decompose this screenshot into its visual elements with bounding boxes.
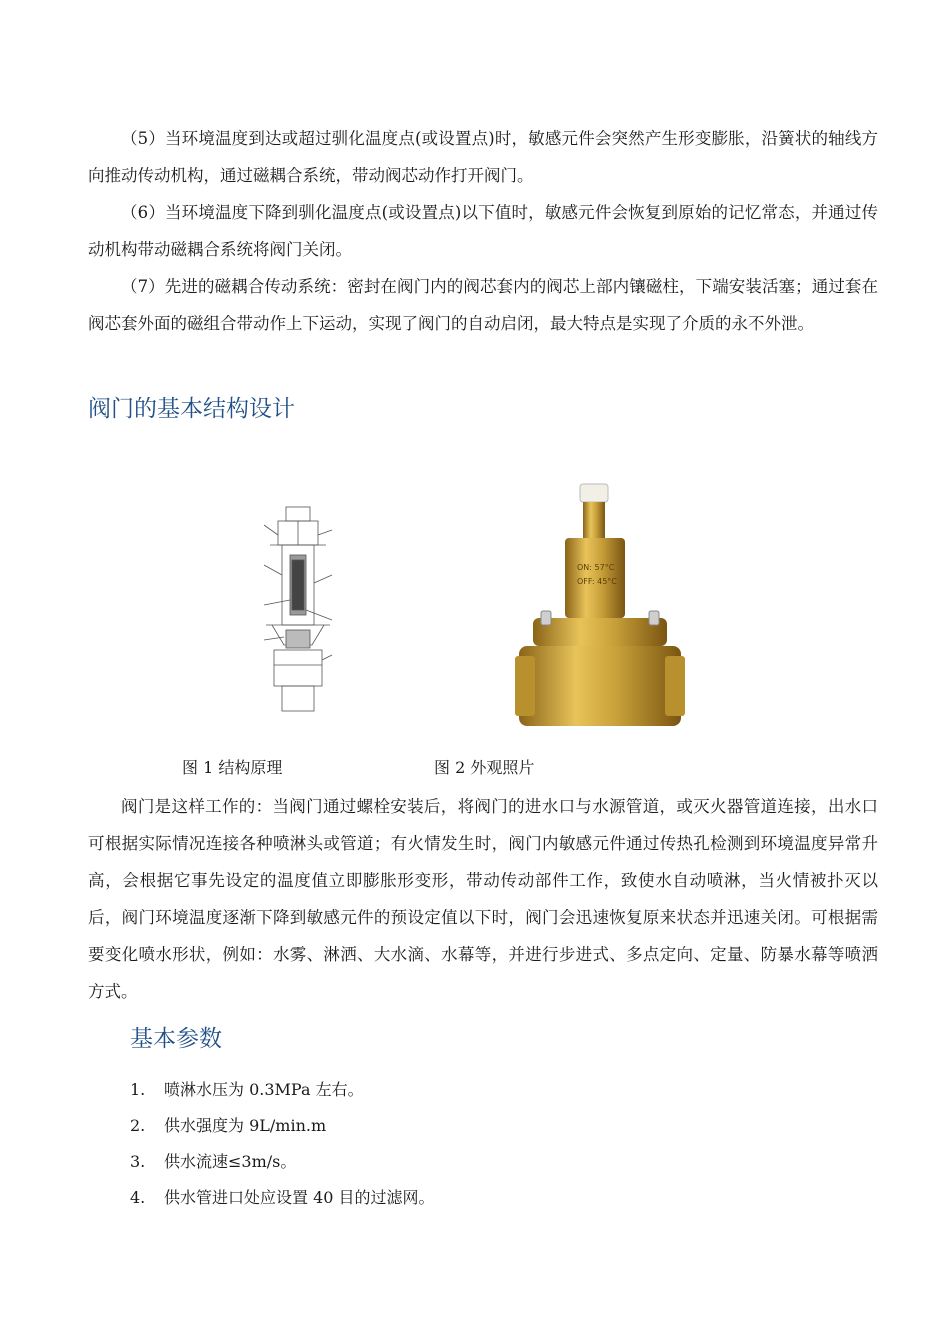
section-title: 阀门的基本结构设计	[88, 396, 295, 422]
paragraph-7: （7）先进的磁耦合传动系统：密封在阀门内的阀芯套内的阀芯上部内镶磁柱，下端安装活塞；通过套在阀芯套外面的磁组合带动作上下运动，实现了阀门的自动启闭，最大特点是实现了介质的永不外泄。	[88, 277, 878, 333]
list-number: 3.	[130, 1152, 146, 1171]
params-title: 基本参数	[130, 1026, 222, 1052]
list-number: 4.	[130, 1188, 146, 1207]
paragraph-5: （5）当环境温度到达或超过驯化温度点(或设置点)时，敏感元件会突然产生形变膨胀，沿簧状的轴线方向推动传动机构，通过磁耦合系统，带动阀芯动作打开阀门。	[88, 129, 878, 185]
working-paragraph: 阀门是这样工作的：当阀门通过螺栓安装后，将阀门的进水口与水源管道，或灭火器管道连接，出水口可根据实际情况连接各种喷淋头或管道；有火情发生时，阀门内敏感元件通过传热孔检测到环境温度异常升高，会根据它事先设定的温度值立即膨胀形变形，带动传动部件工作，致使水自动喷淋，当火情被扑灭以后，阀门环境温度逐渐下降到敏感元件的预设定值以下时，阀门会迅速恢复原来状态并迅速关闭。可根据需要变化喷水形状，例如：水雾、淋洒、大水滴、水幕等，并进行步进式、多点定向、定量、防暴水幕等喷洒方式。	[88, 797, 878, 1001]
list-text: 喷淋水压为 0.3MPa 左右。	[164, 1080, 364, 1099]
paragraph-6: （6）当环境温度下降到驯化温度点(或设置点)以下值时，敏感元件会恢复到原始的记忆常态，并通过传动机构带动磁耦合系统将阀门关闭。	[88, 203, 878, 259]
valve-label-off: OFF: 45°C	[577, 577, 617, 586]
list-item	[130, 1180, 435, 1216]
figure-2-caption: 图 2 外观照片	[434, 758, 535, 777]
valve-body	[519, 646, 681, 726]
list-number: 2.	[130, 1116, 146, 1135]
list-item	[130, 1144, 435, 1180]
valve-flange	[533, 618, 667, 646]
list-number: 1.	[130, 1080, 146, 1099]
params-list	[130, 1072, 435, 1216]
list-item	[130, 1108, 435, 1144]
structure-diagram	[262, 505, 334, 715]
figure-1-caption: 图 1 结构原理	[182, 758, 283, 777]
valve-label-on: ON: 57°C	[577, 563, 615, 572]
list-item	[130, 1072, 435, 1108]
valve-photo	[515, 478, 685, 734]
valve-cap	[580, 484, 608, 502]
list-text: 供水强度为 9L/min.m	[164, 1116, 327, 1135]
list-text: 供水流速≤3m/s。	[164, 1152, 297, 1171]
list-text: 供水管进口处应设置 40 目的过滤网。	[164, 1188, 435, 1207]
valve-stem	[583, 502, 605, 538]
